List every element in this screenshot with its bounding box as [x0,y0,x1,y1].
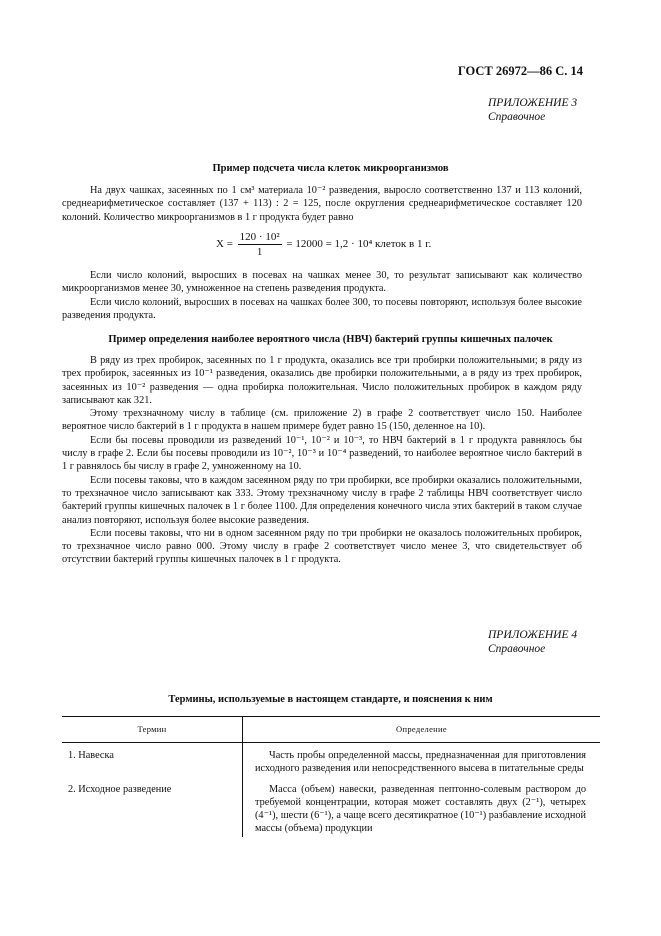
section-1-title: Пример подсчета числа клеток микроорганизмов [212,163,449,174]
column-header-term: Термин [62,717,243,743]
formula-denominator: 1 [256,246,263,258]
section-1-intro [62,184,582,224]
definition-cell: Часть пробы определенной массы, предназначенная для приготовления исходного разведения или непосредственного высева в питательные среды [255,750,586,775]
terms-table [62,716,600,837]
section-2-title: Пример определения наиболее вероятного числа (НВЧ) бактерий группы кишечных палочек [108,334,553,345]
paragraph: Этому трехзначному числу в таблице (см. приложение 2) в графе 2 соответствует число 150. Наиболее вероятное число бактерий в 1 г продукта в нашем примере будет равно 15 (150, деленное на 10). [62,408,582,433]
term-cell: 1. Навеска [62,743,243,777]
appendix-4-heading [488,628,577,656]
appendix-3-heading [488,96,577,124]
section-2-body [62,354,582,567]
formula-fraction [238,230,282,259]
paragraph: Если посевы таковы, что ни в одном засеянном ряду по три пробирки не оказалось положительных пробирок, то трехзначное число равно 000. Этому числу в графе 2 соответствует число менее 3, что свидетельствует об отсутствии бактерий группы кишечных палочек в 1 г продукта. [62,527,582,566]
paragraph: Если число колоний, выросших в посевах на чашках более 300, то посевы повторяют, используя более высокие разведения продукта. [62,296,582,321]
formula-lhs: X = [216,238,233,251]
appendix-3-note: Справочное [488,111,546,123]
appendix-3-label: ПРИЛОЖЕНИЕ 3 [488,97,578,109]
formula-rhs: = 12000 = 1,2 · 10⁴ клеток в 1 г. [286,238,432,251]
appendix-4-label: ПРИЛОЖЕНИЕ 4 [488,629,578,641]
paragraph: В ряду из трех пробирок, засеянных по 1 г продукта, оказались все три пробирки положительными; в ряду из трех пробирок, засеянных из 10⁻¹ разведения, оказались две пробирки положительными, а в ряду из трех пробирок, засеянных из 10⁻² разведения — одна пробирка положительная. Число положительных пробирок в каждом ряду записывают как 321. [62,355,582,406]
formula-numerator: 120 · 10² [239,231,280,243]
section-3-title: Термины, используемые в настоящем стандарте, и пояснения к ним [168,694,493,705]
definition-cell: Масса (объем) навески, разведенная пептонно-солевым раствором до требуемой концентрации, которая может составлять двух (2⁻¹), четырех (4⁻¹), шести (6⁻¹), а чаще всего десятикратное (10⁻¹) разбавление исходной массы (объема) продукции [255,783,586,835]
paragraph: Если посевы таковы, что в каждом засеянном ряду по три пробирки, все пробирки оказались положительными, то трехзначное число записывают как 333. Этому трехзначному числу в графе 2 таблицы НВЧ соответствует число бактерий группы кишечных палочек в 1 г более 1100. Для определения конечного числа этих бактерий в таком случае анализ повторяют, используя более высокие разведения. [62,474,582,526]
column-header-definition: Определение [243,717,601,743]
paragraph: Если число колоний, выросших в посевах на чашках менее 30, то результат записывают как количество микроорганизмов менее 30, умноженное на степень разведения продукта. [62,270,582,295]
table-header-row [62,717,600,743]
section-1-notes [62,269,582,322]
formula [216,230,431,259]
paragraph: На двух чашках, засеянных по 1 см³ материала 10⁻² разведения, выросло соответственно 137 и 113 колоний, среднеарифметическое составляет (137 + 113) : 2 = 125, после округления среднеарифметическое составляет 120 колоний. Количество микроорганизмов в 1 г продукта будет равно [62,185,582,223]
table-row [62,777,600,837]
table-row [62,743,600,777]
page-header: ГОСТ 26972—86 С. 14 [457,64,583,78]
paragraph: Если бы посевы проводили из разведений 10⁻¹, 10⁻² и 10⁻³, то НВЧ бактерий в 1 г продукта равнялось бы числу в графе 2. Если бы посевы проводили из 10⁻², 10⁻³ и 10⁻⁴ разведений, то наиболее вероятное число бактерий в 1 г равнялось бы числу в графе 2, умноженному на 10. [62,434,582,473]
term-cell: 2. Исходное разведение [62,777,243,837]
appendix-4-note: Справочное [488,643,546,655]
